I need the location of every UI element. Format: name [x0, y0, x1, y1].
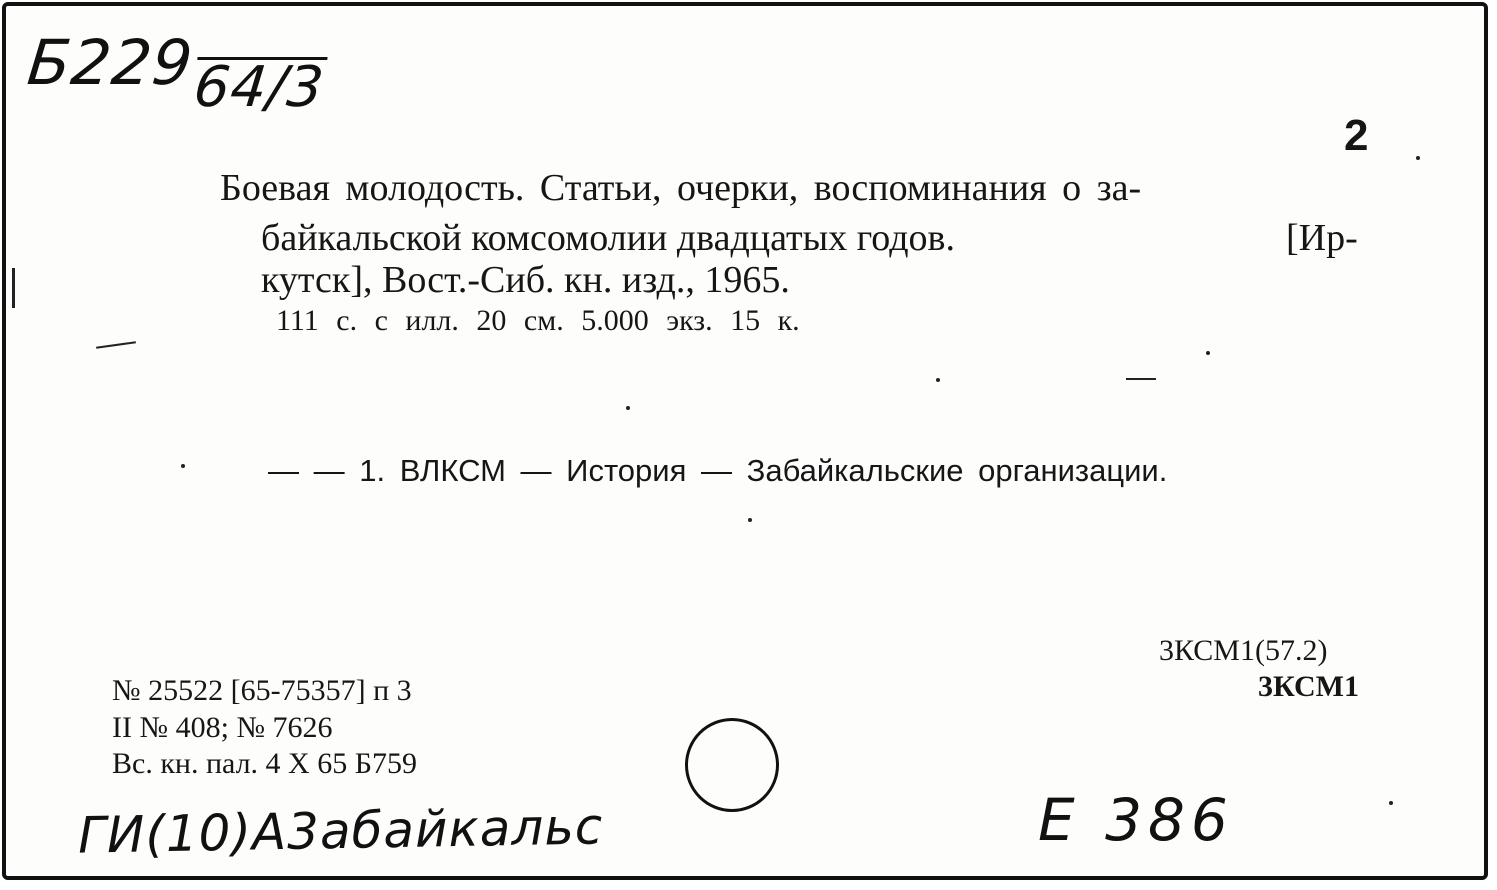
shelfmark-main: Б229	[24, 26, 197, 99]
handwritten-note-right: Е 386	[1038, 786, 1234, 854]
title-line-2-right: [Ир-	[1286, 217, 1358, 259]
speck	[1206, 351, 1210, 355]
subject-tracing: — — 1. ВЛКСМ — История — Забайкальские организации.	[268, 453, 1168, 488]
imprint-line-3: Вс. кн. пал. 4 X 65 Б759	[112, 747, 417, 780]
card-number: 2	[1344, 111, 1369, 160]
speck	[1389, 801, 1393, 805]
shelfmark-suffix: 64/3	[190, 55, 328, 120]
scratch-mark	[96, 341, 136, 349]
title-line-3: кутск], Вост.-Сиб. кн. изд., 1965.	[261, 259, 790, 301]
scratch-mark	[12, 268, 15, 308]
imprint-line-1: № 25522 [65-75357] п 3	[112, 674, 412, 707]
shelfmark	[24, 26, 330, 120]
title-line-1: Боевая молодость. Статьи, очерки, воспоминания о за-	[220, 167, 1142, 209]
classification-secondary: 3КСМ1	[1258, 670, 1359, 703]
speck	[181, 464, 185, 468]
title-line-2: байкальской комсомолии двадцатых годов.	[261, 217, 955, 259]
card-hole-circle	[685, 718, 779, 812]
speck	[1416, 156, 1420, 160]
scratch-mark	[1126, 378, 1156, 380]
speck	[748, 518, 752, 522]
classification-primary: 3КСМ1(57.2)	[1159, 634, 1328, 667]
handwritten-note-left: ГИ(10)А3абайкальс	[77, 797, 604, 865]
speck	[626, 406, 630, 410]
speck	[936, 378, 940, 382]
collation: 111 с. с илл. 20 см. 5.000 экз. 15 к.	[276, 304, 800, 337]
catalog-card	[2, 2, 1488, 880]
imprint-line-2: II № 408; № 7626	[112, 711, 333, 744]
